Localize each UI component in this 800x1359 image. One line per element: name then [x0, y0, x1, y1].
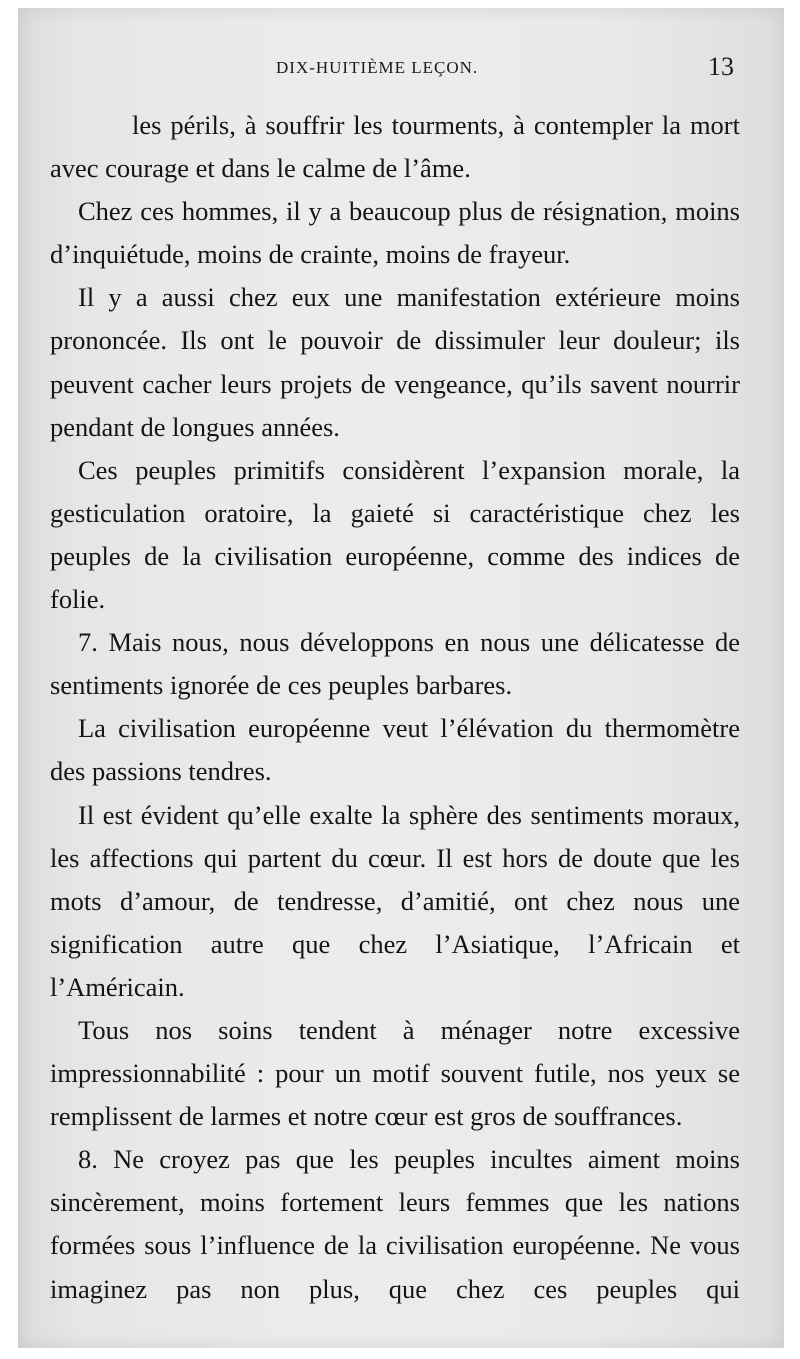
paragraph: Tous nos soins tendent à ménager notre excessive impressionnabilité : pour un motif souvent futile, nos yeux se remplissent de larmes et notre cœur est gros de souffrances.: [50, 1014, 740, 1132]
paragraph-continuation: les périls, à souffrir les tourments, à contempler la mort avec courage et dans le calme de l’âme.: [50, 110, 740, 184]
paragraph: 7. Mais nous, nous développons en nous une délicatesse de sentiments ignorée de ces peuples barbares.: [50, 627, 740, 701]
paragraph: La civilisation européenne veut l’élévation du thermomètre des passions tendres.: [50, 713, 740, 787]
page-header: [18, 52, 784, 84]
paragraph: Il y a aussi chez eux une manifestation extérieure moins prononcée. Ils ont le pouvoir de dissimuler leur douleur; ils peuvent cacher leurs projets de vengeance, qu’ils savent nourrir pendant de longues années.: [50, 282, 740, 442]
book-page: [18, 8, 784, 1348]
page-number: 13: [708, 52, 734, 81]
paragraph: Ces peuples primitifs considèrent l’expansion morale, la gesticulation oratoire, la gaieté si caractéristique chez les peuples de la civilisation européenne, comme des indices de folie.: [50, 454, 740, 615]
body-text: [50, 104, 740, 1311]
running-title: DIX-HUITIÈME LEÇON.: [276, 58, 479, 77]
paragraph: 8. Ne croyez pas que les peuples incultes aiment moins sincèrement, moins fortement leurs femmes que les nations formées sous l’influence de la civilisation européenne. Ne vous imaginez pas non plus, que chez ces peuples qui: [50, 1144, 740, 1304]
paragraph: Il est évident qu’elle exalte la sphère des sentiments moraux, les affections qui partent du cœur. Il est hors de doute que les mots d’amour, de tendresse, d’amitié, ont chez nous une signification autre que chez l’Asiatique, l’Africain et l’Américain.: [50, 799, 740, 1002]
paragraph: Chez ces hommes, il y a beaucoup plus de résignation, moins d’inquiétude, moins de crainte, moins de frayeur.: [50, 196, 740, 270]
